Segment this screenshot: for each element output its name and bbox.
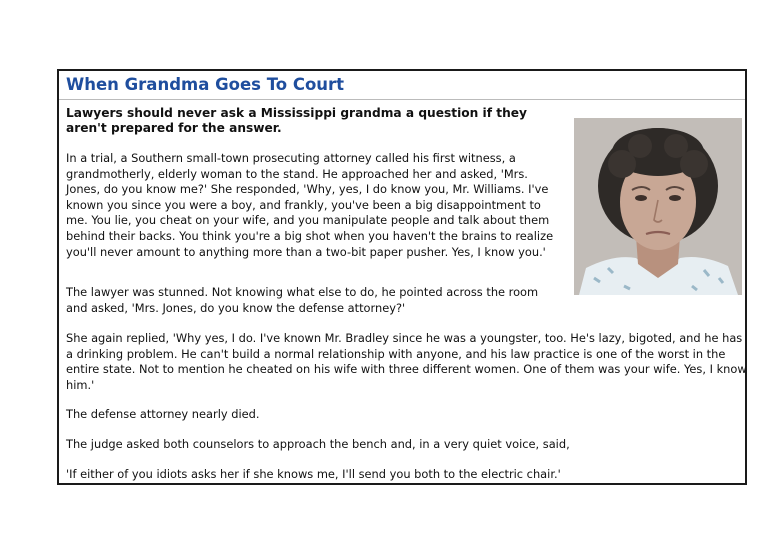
paragraph-judge-quote: 'If either of you idiots asks her if she knows me, I'll send you both to the electric chair.' bbox=[66, 467, 561, 481]
grandma-photo bbox=[574, 118, 742, 295]
article-title: When Grandma Goes To Court bbox=[66, 75, 345, 94]
paragraph-grandma-reply: She again replied, 'Why yes, I do. I've known Mr. Bradley since he was a youngster, too. He's lazy, bigoted, and he has a drinking problem. He can't build a normal relationship with anyone, and his law practice is one of the worst in the entire state. Not to mention he cheated on his wife with three different women. One of them was your wife. Yes, I know him.' bbox=[66, 331, 747, 392]
paragraph-defense-reaction: The defense attorney nearly died. bbox=[66, 407, 260, 421]
paragraph-intro: In a trial, a Southern small-town prosecuting attorney called his first witness, a grandmotherly, elderly woman to the stand. He approached her and asked, 'Mrs. Jones, do you know me?' She responded, 'Why, yes, I do know you, Mr. Williams. I've known you since you were a boy, and frankly, you've been a big disappointment to me. You lie, you cheat on your wife, and you manipulate people and talk about them behind their backs. You think you're a big shot when you haven't the brains to realize you'll never amount to anything more than a two-bit paper pusher. Yes, I know you.' bbox=[66, 151, 554, 259]
paragraph-judge-asks: The judge asked both counselors to approach the bench and, in a very quiet voice, said, bbox=[66, 437, 570, 451]
paragraph-lawyer-stunned: The lawyer was stunned. Not knowing what else to do, he pointed across the room and asked, 'Mrs. Jones, do you know the defense attorney?' bbox=[66, 285, 539, 315]
article-subtitle: Lawyers should never ask a Mississippi grandma a question if they aren't prepared for the answer. bbox=[66, 106, 527, 135]
title-divider bbox=[59, 99, 745, 100]
article-frame bbox=[57, 69, 747, 485]
grandma-portrait-image bbox=[574, 118, 742, 295]
